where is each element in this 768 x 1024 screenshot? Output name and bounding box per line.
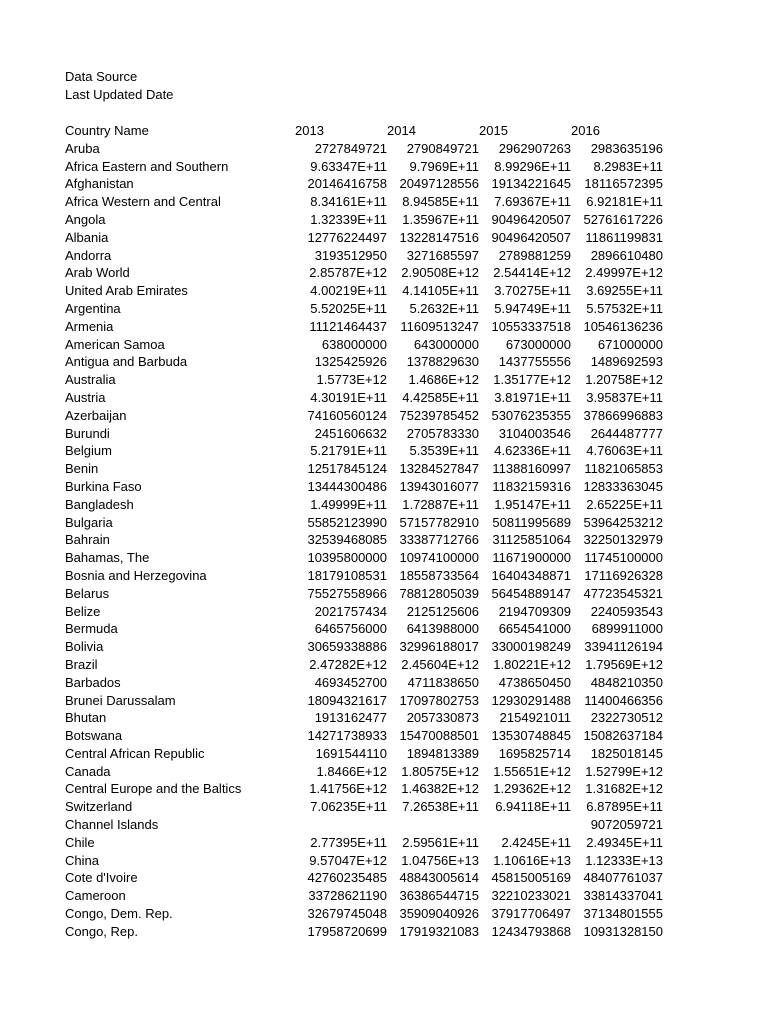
cell-value-2016: 10546136236 — [583, 318, 663, 334]
cell-value-2016: 53964253212 — [583, 514, 663, 530]
cell-value-2014: 33387712766 — [399, 532, 479, 548]
cell-value-2013: 12776224497 — [307, 229, 387, 245]
cell-value-2013: 33728621190 — [308, 888, 387, 904]
cell-country: Afghanistan — [65, 176, 134, 192]
cell-value-2016: 4848210350 — [590, 674, 663, 690]
cell-value-2014: 2125125606 — [406, 603, 479, 619]
table-row — [65, 229, 663, 247]
table-row — [65, 353, 663, 371]
cell-country: Belgium — [65, 443, 112, 459]
cell-value-2014: 5.3539E+11 — [409, 443, 479, 459]
cell-value-2014: 2057330873 — [406, 710, 479, 726]
cell-value-2014: 1378829630 — [406, 354, 479, 370]
cell-country: Belarus — [65, 585, 110, 601]
cell-value-2013: 75527558966 — [307, 585, 387, 601]
cell-value-2016: 1825018145 — [590, 745, 663, 761]
cell-value-2013: 1913162477 — [314, 710, 387, 726]
cell-value-2014: 7.26538E+11 — [402, 799, 479, 815]
cell-value-2014: 35909040926 — [399, 906, 479, 922]
cell-value-2013: 32539468085 — [307, 532, 387, 548]
cell-value-2015: 4.62336E+11 — [494, 443, 571, 459]
cell-country: Brunei Darussalam — [65, 692, 176, 708]
cell-value-2013: 8.34161E+11 — [310, 194, 387, 210]
cell-value-2016: 2983635196 — [590, 140, 663, 156]
cell-value-2016: 2240593543 — [590, 603, 663, 619]
cell-country: Switzerland — [65, 799, 133, 815]
cell-value-2014: 1.80575E+12 — [401, 763, 479, 779]
table-row — [65, 211, 663, 229]
cell-value-2014: 2705783330 — [406, 425, 479, 441]
cell-value-2015: 2.4245E+11 — [501, 834, 571, 850]
cell-value-2015: 45815005169 — [491, 870, 571, 886]
cell-value-2013: 7.06235E+11 — [310, 799, 387, 815]
cell-value-2015: 50811995689 — [492, 514, 571, 530]
cell-value-2016: 15082637184 — [583, 728, 663, 744]
table-row — [65, 869, 663, 887]
table-row — [65, 798, 663, 816]
cell-value-2015: 1.80221E+12 — [493, 656, 571, 672]
cell-value-2015: 7.69367E+11 — [494, 194, 571, 210]
cell-value-2013: 42760235485 — [307, 870, 387, 886]
table-row — [65, 780, 663, 798]
cell-country: China — [65, 852, 99, 868]
cell-country: Angola — [65, 211, 106, 227]
table-row — [65, 567, 663, 585]
header-2015: 2015 — [479, 123, 508, 138]
table-body — [65, 140, 663, 941]
cell-value-2013: 20146416758 — [307, 176, 387, 192]
cell-value-2014: 4.14105E+11 — [402, 283, 479, 299]
cell-country: Austria — [65, 389, 106, 405]
cell-value-2016: 33941126194 — [584, 639, 663, 655]
cell-value-2014: 2.59561E+11 — [402, 834, 479, 850]
table-row — [65, 763, 663, 781]
cell-value-2015: 10553337518 — [491, 318, 571, 334]
cell-value-2013: 1325425926 — [314, 354, 387, 370]
cell-value-2016: 3.95837E+11 — [586, 389, 663, 405]
cell-value-2014: 13943016077 — [399, 478, 479, 494]
cell-value-2013: 18094321617 — [307, 692, 387, 708]
cell-value-2016: 37866996883 — [583, 407, 663, 423]
cell-value-2016: 1.31682E+12 — [585, 781, 663, 797]
cell-country: Aruba — [65, 140, 100, 156]
table-row — [65, 318, 663, 336]
cell-value-2013: 2.77395E+11 — [310, 834, 387, 850]
table-row — [65, 923, 663, 941]
table-row — [65, 247, 663, 265]
cell-value-2015: 11832159316 — [492, 478, 571, 494]
table-row — [65, 442, 663, 460]
cell-value-2014: 4711838650 — [407, 674, 479, 690]
table-row — [65, 264, 663, 282]
cell-value-2013: 638000000 — [321, 336, 387, 352]
table-row — [65, 620, 663, 638]
table-row — [65, 460, 663, 478]
cell-country: Cameroon — [65, 888, 126, 904]
cell-value-2013: 17958720699 — [307, 923, 387, 939]
cell-value-2014: 5.2632E+11 — [409, 300, 479, 316]
cell-value-2015: 12930291488 — [491, 692, 571, 708]
cell-value-2013: 4.30191E+11 — [310, 389, 387, 405]
cell-value-2016: 3.69255E+11 — [586, 283, 663, 299]
cell-country: Congo, Dem. Rep. — [65, 906, 173, 922]
cell-value-2014: 1.46382E+12 — [401, 781, 479, 797]
cell-country: Bhutan — [65, 710, 107, 726]
cell-value-2016: 4.76063E+11 — [586, 443, 663, 459]
cell-value-2015: 1.55651E+12 — [493, 763, 571, 779]
cell-value-2013: 1.49999E+11 — [310, 496, 387, 512]
cell-value-2014: 57157782910 — [399, 514, 479, 530]
cell-value-2013: 11121464437 — [309, 318, 387, 334]
cell-value-2014: 75239785452 — [399, 407, 479, 423]
cell-value-2014: 20497128556 — [399, 176, 479, 192]
table-row — [65, 603, 663, 621]
cell-value-2016: 32250132979 — [583, 532, 663, 548]
cell-value-2013: 4.00219E+11 — [310, 283, 387, 299]
table-row — [65, 496, 663, 514]
cell-value-2013: 2.47282E+12 — [309, 656, 387, 672]
cell-value-2015: 90496420507 — [491, 211, 571, 227]
cell-value-2016: 48407761037 — [583, 870, 663, 886]
cell-value-2014: 13284527847 — [399, 461, 479, 477]
cell-value-2016: 2896610480 — [590, 247, 663, 263]
table-row — [65, 193, 663, 211]
cell-country: Central African Republic — [65, 745, 205, 761]
cell-value-2014: 1894813389 — [406, 745, 479, 761]
cell-value-2013: 1.5773E+12 — [316, 372, 387, 388]
cell-value-2015: 3104003546 — [498, 425, 571, 441]
cell-value-2013: 2021757434 — [314, 603, 387, 619]
last-updated-label: Last Updated Date — [65, 87, 174, 102]
cell-value-2013: 74160560124 — [307, 407, 387, 423]
cell-country: Bolivia — [65, 639, 104, 655]
cell-country: Bosnia and Herzegovina — [65, 567, 207, 583]
cell-value-2015: 2154921011 — [499, 710, 571, 726]
cell-country: Bahrain — [65, 532, 110, 548]
cell-value-2016: 37134801555 — [583, 906, 663, 922]
table-row — [65, 656, 663, 674]
cell-value-2013: 13444300486 — [307, 478, 387, 494]
cell-value-2016: 52761617226 — [583, 211, 663, 227]
cell-country: Africa Eastern and Southern — [65, 158, 229, 174]
cell-value-2016: 1.12333E+13 — [585, 852, 663, 868]
cell-value-2015: 1.10616E+13 — [493, 852, 571, 868]
cell-value-2015: 1.95147E+11 — [494, 496, 571, 512]
cell-value-2014: 8.94585E+11 — [402, 194, 479, 210]
cell-country: Burkina Faso — [65, 478, 142, 494]
header-country-name: Country Name — [65, 123, 149, 138]
cell-value-2015: 8.99296E+11 — [494, 158, 571, 174]
cell-value-2013: 1.41756E+12 — [309, 781, 387, 797]
table-row — [65, 336, 663, 354]
cell-value-2016: 2.49997E+12 — [585, 265, 663, 281]
cell-value-2015: 19134221645 — [491, 176, 571, 192]
table-row — [65, 852, 663, 870]
cell-value-2013: 1.8466E+12 — [316, 763, 387, 779]
cell-value-2016: 6.92181E+11 — [586, 194, 663, 210]
cell-value-2015: 31125851064 — [492, 532, 571, 548]
cell-country: United Arab Emirates — [65, 283, 188, 299]
cell-country: Bahamas, The — [65, 550, 150, 566]
cell-value-2014: 1.04756E+13 — [401, 852, 479, 868]
cell-value-2015: 13530748845 — [491, 728, 571, 744]
cell-value-2016: 1.20758E+12 — [585, 372, 663, 388]
cell-value-2014: 3271685597 — [406, 247, 479, 263]
cell-value-2016: 12833363045 — [583, 478, 663, 494]
cell-value-2014 — [387, 816, 479, 834]
table-row — [65, 709, 663, 727]
cell-value-2015: 673000000 — [505, 336, 571, 352]
cell-value-2014: 6413988000 — [406, 621, 479, 637]
sheet-meta — [65, 68, 173, 104]
cell-value-2016: 5.57532E+11 — [586, 300, 663, 316]
cell-value-2016: 33814337041 — [583, 888, 663, 904]
cell-value-2014: 32996188017 — [399, 639, 479, 655]
cell-country: Burundi — [65, 425, 110, 441]
cell-value-2013: 2451606632 — [314, 425, 387, 441]
cell-value-2015: 2962907263 — [498, 140, 571, 156]
cell-country: Bulgaria — [65, 514, 113, 530]
cell-value-2016: 671000000 — [597, 336, 663, 352]
cell-value-2015: 1.29362E+12 — [493, 781, 571, 797]
gdp-table — [65, 122, 663, 941]
cell-value-2014: 11609513247 — [400, 318, 479, 334]
cell-value-2016: 2322730512 — [590, 710, 663, 726]
cell-value-2013: 2727849721 — [314, 140, 387, 156]
cell-value-2015: 56454889147 — [491, 585, 571, 601]
table-row — [65, 674, 663, 692]
cell-value-2015: 53076235355 — [491, 407, 571, 423]
cell-value-2015: 1.35177E+12 — [493, 372, 571, 388]
table-row — [65, 371, 663, 389]
cell-value-2013: 32679745048 — [307, 906, 387, 922]
cell-value-2013: 10395800000 — [307, 550, 387, 566]
header-row — [65, 122, 663, 140]
cell-value-2014: 17097802753 — [399, 692, 479, 708]
cell-country: Benin — [65, 461, 99, 477]
cell-value-2015: 16404348871 — [491, 567, 571, 583]
cell-value-2013: 9.57047E+12 — [309, 852, 387, 868]
cell-value-2016: 6899911000 — [591, 621, 663, 637]
header-2014: 2014 — [387, 123, 416, 138]
cell-value-2016: 10931328150 — [583, 923, 663, 939]
table-row — [65, 389, 663, 407]
cell-value-2015: 12434793868 — [491, 923, 571, 939]
cell-value-2016: 8.2983E+11 — [593, 158, 663, 174]
cell-country: Armenia — [65, 318, 114, 334]
cell-value-2016: 2644487777 — [590, 425, 663, 441]
cell-value-2016: 1489692593 — [590, 354, 663, 370]
cell-value-2014: 13228147516 — [399, 229, 479, 245]
data-source-label: Data Source — [65, 69, 138, 84]
cell-value-2015: 37917706497 — [491, 906, 571, 922]
cell-value-2014: 48843005614 — [399, 870, 479, 886]
cell-value-2015 — [479, 816, 571, 834]
cell-value-2016: 11861199831 — [585, 229, 663, 245]
cell-country: Brazil — [65, 656, 98, 672]
cell-value-2015: 11388160997 — [492, 461, 571, 477]
cell-country: American Samoa — [65, 336, 165, 352]
cell-country: Antigua and Barbuda — [65, 354, 188, 370]
cell-country: Argentina — [65, 300, 121, 316]
cell-country: Albania — [65, 229, 109, 245]
cell-value-2016: 1.52799E+12 — [585, 763, 663, 779]
cell-value-2015: 11671900000 — [492, 550, 571, 566]
table-row — [65, 816, 663, 834]
cell-value-2016: 2.49345E+11 — [586, 834, 663, 850]
table-row — [65, 514, 663, 532]
cell-value-2016: 11821065853 — [584, 461, 663, 477]
cell-country: Arab World — [65, 265, 130, 281]
cell-value-2015: 6654541000 — [498, 621, 571, 637]
cell-value-2015: 6.94118E+11 — [495, 799, 571, 815]
cell-value-2013: 2.85787E+12 — [309, 265, 387, 281]
cell-value-2014: 1.4686E+12 — [408, 372, 479, 388]
cell-country: Barbados — [65, 674, 121, 690]
cell-value-2016: 9072059721 — [590, 817, 663, 833]
header-2013: 2013 — [295, 123, 324, 138]
cell-value-2013: 5.52025E+11 — [310, 300, 387, 316]
cell-value-2016: 1.79569E+12 — [585, 656, 663, 672]
table-row — [65, 158, 663, 176]
cell-value-2013: 30659338886 — [307, 639, 387, 655]
cell-value-2015: 1437755556 — [498, 354, 571, 370]
cell-value-2013: 12517845124 — [307, 461, 387, 477]
table-row — [65, 425, 663, 443]
table-row — [65, 407, 663, 425]
cell-country: Andorra — [65, 247, 112, 263]
cell-value-2014: 4.42585E+11 — [402, 389, 479, 405]
cell-value-2014: 2.90508E+12 — [401, 265, 479, 281]
header-2016: 2016 — [571, 123, 600, 138]
cell-country: Botswana — [65, 728, 123, 744]
cell-value-2013: 4693452700 — [314, 674, 387, 690]
cell-value-2015: 2.54414E+12 — [493, 265, 571, 281]
cell-value-2014: 36386544715 — [399, 888, 479, 904]
cell-value-2016: 2.65225E+11 — [586, 496, 663, 512]
cell-value-2015: 2789881259 — [498, 247, 571, 263]
cell-value-2013: 1691544110 — [315, 745, 387, 761]
table-row — [65, 175, 663, 193]
table-row — [65, 905, 663, 923]
cell-value-2014: 2.45604E+12 — [401, 656, 479, 672]
table-row — [65, 638, 663, 656]
cell-value-2015: 2194709309 — [498, 603, 571, 619]
cell-value-2014: 1.72887E+11 — [402, 496, 479, 512]
table-row — [65, 745, 663, 763]
table-row — [65, 282, 663, 300]
cell-value-2015: 33000198249 — [491, 639, 571, 655]
cell-country: Belize — [65, 603, 101, 619]
cell-value-2014: 9.7969E+11 — [409, 158, 479, 174]
cell-value-2013: 55852123990 — [307, 514, 387, 530]
cell-value-2016: 11745100000 — [584, 550, 663, 566]
cell-country: Africa Western and Central — [65, 194, 221, 210]
cell-value-2015: 3.70275E+11 — [494, 283, 571, 299]
cell-value-2014: 17919321083 — [399, 923, 479, 939]
table-row — [65, 140, 663, 158]
cell-value-2015: 3.81971E+11 — [494, 389, 571, 405]
cell-value-2013: 1.32339E+11 — [310, 211, 387, 227]
cell-value-2015: 4738650450 — [498, 674, 571, 690]
cell-value-2016: 18116572395 — [584, 176, 663, 192]
cell-value-2013 — [295, 816, 387, 834]
cell-value-2014: 1.35967E+11 — [402, 211, 479, 227]
cell-value-2014: 18558733564 — [399, 567, 479, 583]
cell-country: Channel Islands — [65, 817, 159, 833]
cell-value-2014: 643000000 — [413, 336, 479, 352]
cell-value-2016: 47723545321 — [583, 585, 663, 601]
table-row — [65, 585, 663, 603]
cell-value-2014: 78812805039 — [399, 585, 479, 601]
cell-country: Canada — [65, 763, 111, 779]
cell-value-2013: 3193512950 — [314, 247, 387, 263]
table-row — [65, 478, 663, 496]
cell-country: Congo, Rep. — [65, 923, 138, 939]
cell-value-2016: 6.87895E+11 — [586, 799, 663, 815]
cell-country: Bermuda — [65, 621, 118, 637]
cell-value-2013: 18179108531 — [307, 567, 387, 583]
cell-value-2013: 6465756000 — [314, 621, 387, 637]
cell-value-2014: 2790849721 — [406, 140, 479, 156]
table-row — [65, 834, 663, 852]
cell-value-2013: 14271738933 — [307, 728, 387, 744]
cell-value-2013: 5.21791E+11 — [310, 443, 387, 459]
table-row — [65, 549, 663, 567]
cell-country: Cote d'Ivoire — [65, 870, 138, 886]
cell-country: Chile — [65, 834, 95, 850]
table-row — [65, 727, 663, 745]
table-row — [65, 692, 663, 710]
cell-country: Australia — [65, 372, 116, 388]
cell-value-2013: 9.63347E+11 — [310, 158, 387, 174]
cell-country: Central Europe and the Baltics — [65, 781, 242, 797]
cell-value-2016: 11400466356 — [584, 692, 663, 708]
cell-value-2014: 15470088501 — [399, 728, 479, 744]
cell-value-2015: 5.94749E+11 — [494, 300, 571, 316]
cell-value-2015: 1695825714 — [498, 745, 571, 761]
cell-value-2015: 90496420507 — [491, 229, 571, 245]
table-row — [65, 887, 663, 905]
cell-country: Bangladesh — [65, 496, 134, 512]
table-row — [65, 300, 663, 318]
cell-country: Azerbaijan — [65, 407, 127, 423]
cell-value-2015: 32210233021 — [491, 888, 571, 904]
cell-value-2014: 10974100000 — [399, 550, 479, 566]
cell-value-2016: 17116926328 — [584, 567, 663, 583]
table-row — [65, 531, 663, 549]
